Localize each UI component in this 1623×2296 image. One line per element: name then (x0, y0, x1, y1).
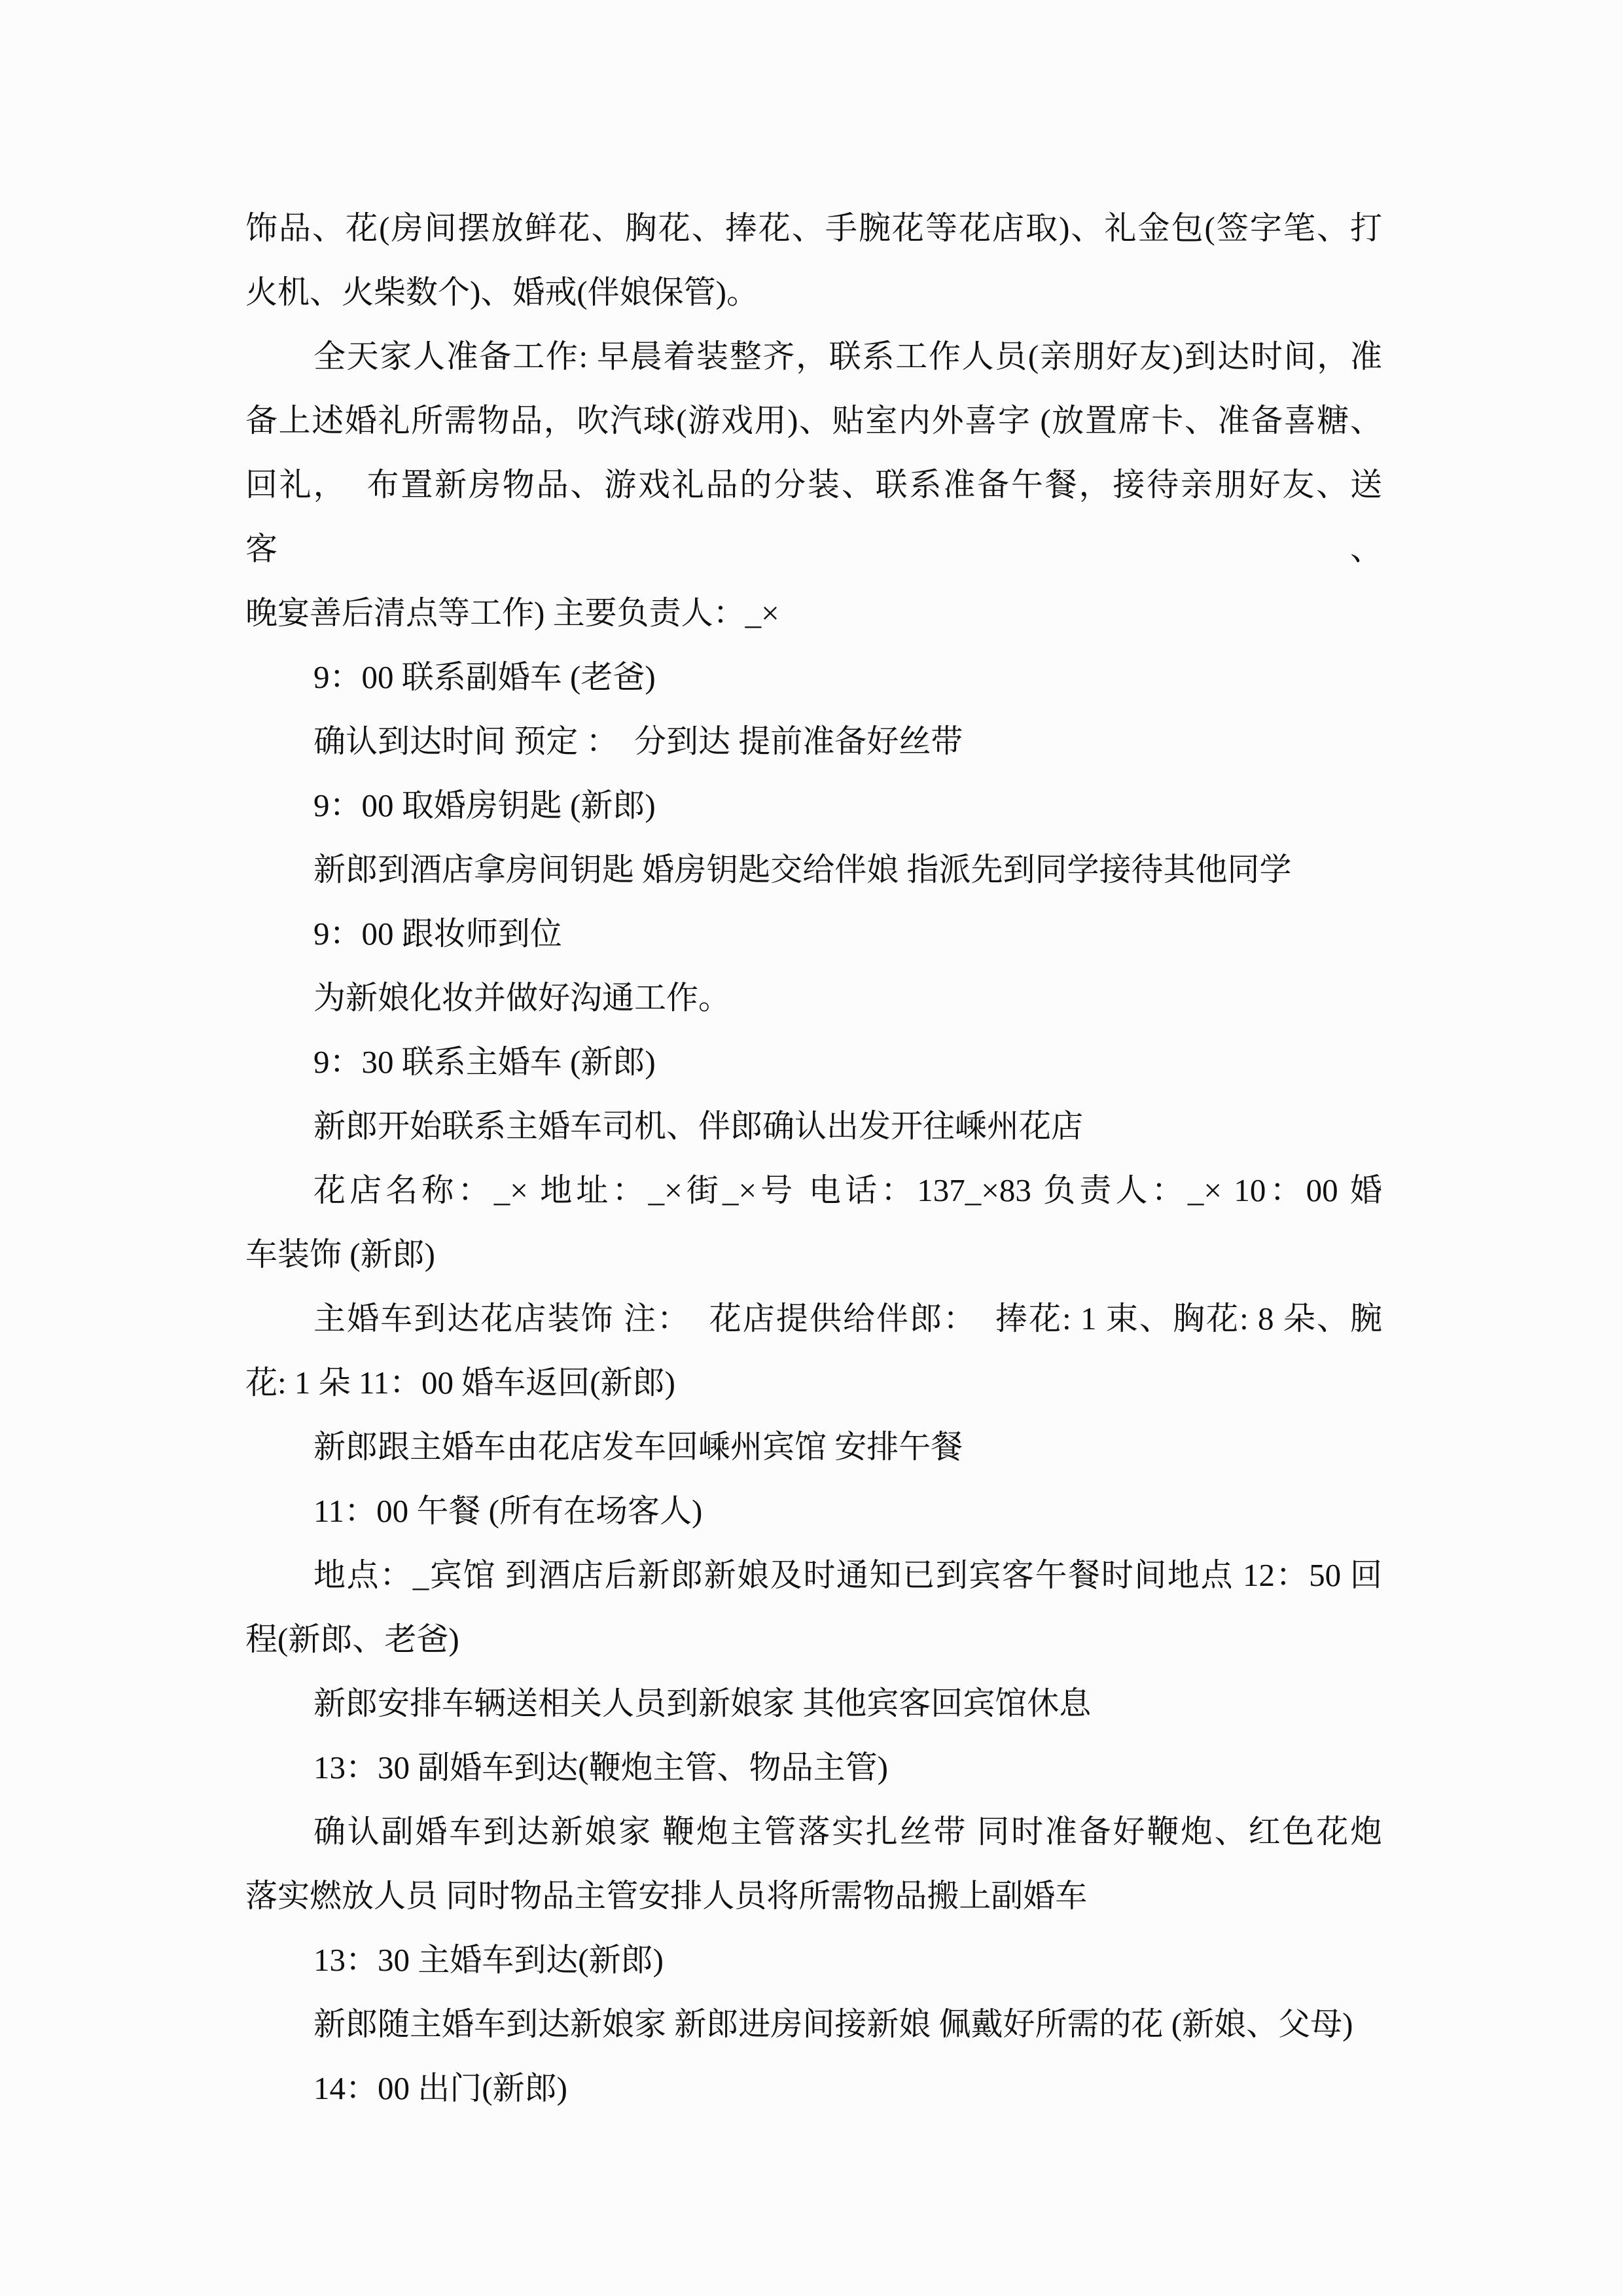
text-line: 为新娘化妆并做好沟通工作。 (313, 980, 731, 1016)
text-line: 新郎安排车辆送相关人员到新娘家 其他宾客回宾馆休息 (313, 1685, 1092, 1721)
text-line: 全天家人准备工作: 早晨着装整齐，联系工作人员(亲朋好友)到达时间，准 (313, 338, 1382, 374)
text-line: 程(新郎、老爸) (245, 1621, 459, 1657)
text-line: 确认副婚车到达新娘家 鞭炮主管落实扎丝带 同时准备好鞭炮、红色花炮 (313, 1814, 1382, 1850)
text-line: 新郎开始联系主婚车司机、伴郎确认出发开往嵊州花店 (313, 1108, 1084, 1144)
text-line: 确认到达时间 预定 ： 分到达 提前准备好丝带 (313, 723, 963, 759)
text-line: 饰品、花(房间摆放鲜花、胸花、捧花、手腕花等花店取)、礼金包(签字笔、打 (245, 210, 1382, 246)
text-line: 地点：_宾馆 到酒店后新郎新娘及时通知已到宾客午餐时间地点 12：50 回 (313, 1557, 1382, 1593)
text-line: 9：30 联系主婚车 (新郎) (313, 1044, 656, 1080)
text-line: 14：00 出门(新郎) (313, 2070, 567, 2106)
text-line: 9：00 跟妆师到位 (313, 916, 562, 952)
text-line: 11：00 午餐 (所有在场客人) (313, 1493, 703, 1529)
text-line: 备上述婚礼所需物品，吹汽球(游戏用)、贴室内外喜字 (放置席卡、准备喜糖、 (245, 403, 1383, 439)
text-line: 主婚车到达花店装饰 注： 花店提供给伴郎： 捧花: 1 束、胸花: 8 朵、腕 (313, 1300, 1382, 1336)
text-line: 9：00 取婚房钥匙 (新郎) (313, 787, 656, 823)
text-line: 花: 1 朵 11：00 婚车返回(新郎) (245, 1365, 675, 1401)
text-line: 13：30 主婚车到达(新郎) (313, 1942, 664, 1978)
text-line: 13：30 副婚车到达(鞭炮主管、物品主管) (313, 1749, 888, 1785)
text-line: 9：00 联系副婚车 (老爸) (313, 659, 656, 695)
text-line: 新郎跟主婚车由花店发车回嵊州宾馆 安排午餐 (313, 1429, 963, 1465)
text-line: 落实燃放人员 同时物品主管安排人员将所需物品搬上副婚车 (245, 1878, 1088, 1914)
text-line: 新郎到酒店拿房间钥匙 婚房钥匙交给伴娘 指派先到同学接待其他同学 (313, 852, 1292, 888)
text-line: 花店名称：_× 地址：_×街_×号 电话：137_×83 负责人：_× 10：00 婚 (313, 1172, 1382, 1208)
text-line: 车装饰 (新郎) (245, 1236, 435, 1272)
text-line: 回礼， 布置新房物品、游戏礼品的分装、联系准备午餐，接待亲朋好友、送客、 (245, 467, 1382, 567)
text-line: 新郎随主婚车到达新娘家 新郎进房间接新娘 佩戴好所需的花 (新娘、父母) (313, 2006, 1353, 2042)
text-line: 晚宴善后清点等工作) 主要负责人：_× (245, 595, 779, 631)
text-line: 火机、火柴数个)、婚戒(伴娘保管)。 (245, 274, 758, 310)
